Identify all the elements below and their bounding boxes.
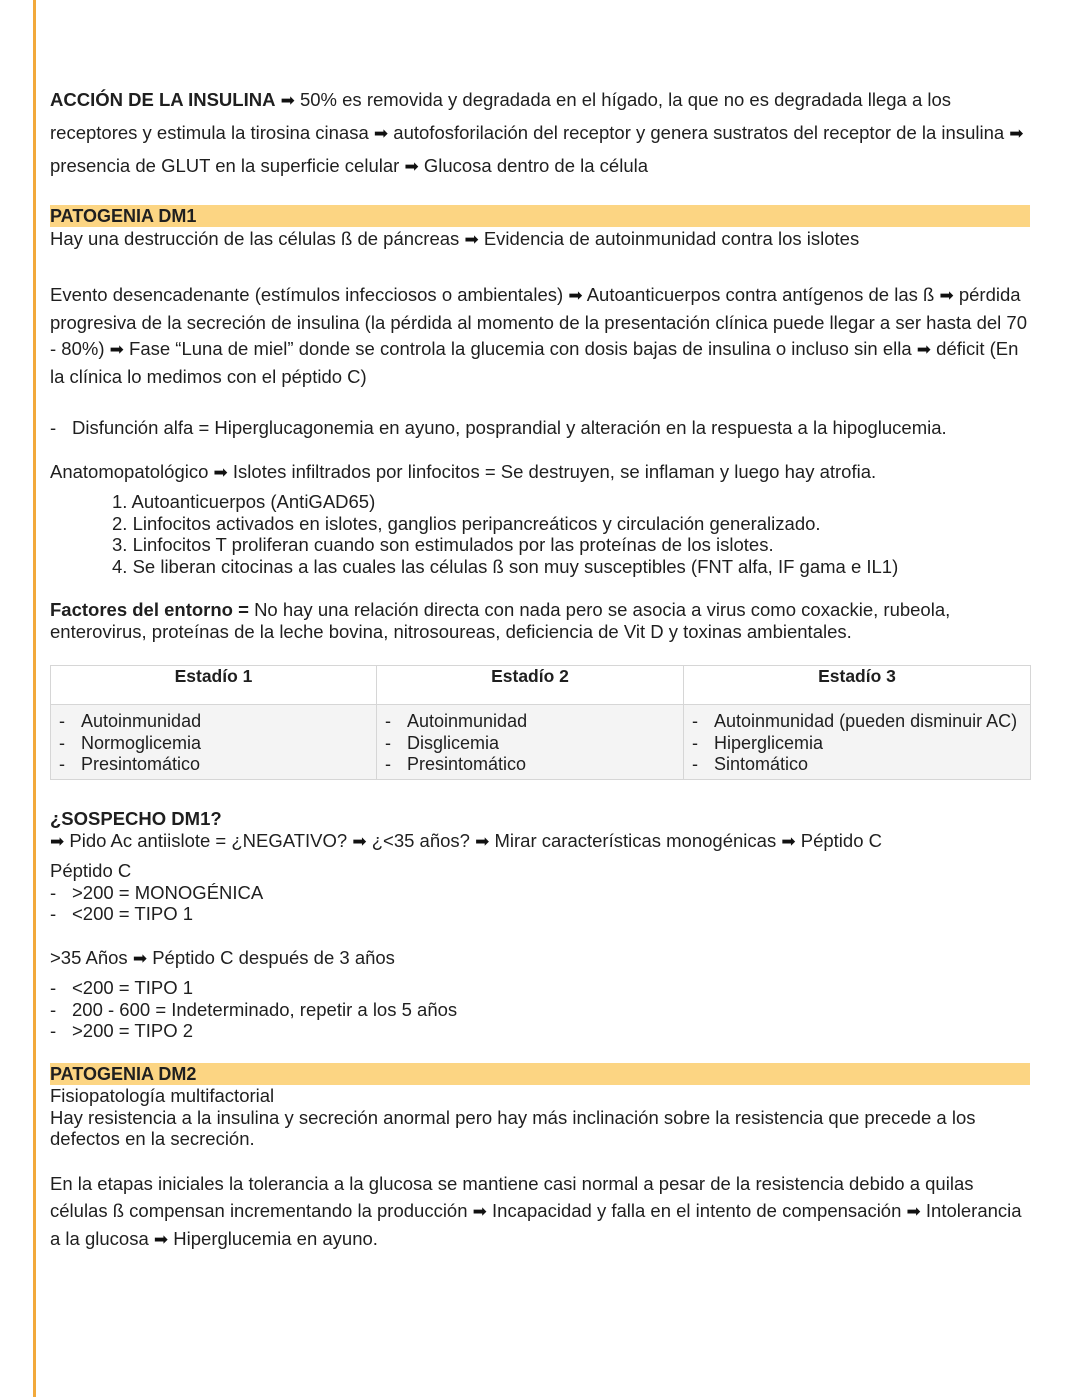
mayor35-line bbox=[50, 947, 1030, 970]
list-item: - Autoinmunidad (pueden disminuir AC) bbox=[692, 711, 1030, 733]
list-item: - <200 = TIPO 1 bbox=[50, 903, 1030, 925]
sospecho-step-4: Péptido C bbox=[800, 829, 882, 851]
dm1-evento-paragraph bbox=[50, 282, 1030, 390]
list-item: - Disfunción alfa = Hiperglucagonemia en ayuno, posprandial y alteración en la respuesta a la hipoglucemia. bbox=[50, 417, 1030, 439]
arrow-icon: ➡ bbox=[475, 831, 490, 851]
sospecho-block bbox=[50, 808, 1030, 852]
table-cell bbox=[51, 705, 377, 780]
arrow-icon: ➡ bbox=[916, 340, 932, 359]
list-item: - Autoinmunidad bbox=[385, 711, 683, 733]
list-item: - 200 - 600 = Indeterminado, repetir a los 5 años bbox=[50, 999, 1030, 1021]
dm1-intro-b: Evidencia de autoinmunidad contra los islotes bbox=[483, 228, 860, 249]
factores-title: Factores del entorno = bbox=[50, 599, 249, 620]
sospecho-flow bbox=[50, 830, 1030, 853]
list-item: 3. Linfocitos T proliferan cuando son estimulados por las proteínas de los islotes. bbox=[112, 534, 774, 555]
arrow-icon: ➡ bbox=[781, 831, 796, 851]
dm2-etapas-c: Intolerancia a la glucosa bbox=[50, 1200, 1022, 1249]
insulina-text-2: autofosforilación del receptor y genera sustratos del receptor de la insulina bbox=[393, 122, 1005, 143]
list-item: - Normoglicemia bbox=[59, 733, 376, 755]
insulina-text-1: 50% es removida y degradada en el hígado, la que no es degradada llega a los receptores y estimula la tirosina cinasa bbox=[50, 89, 952, 143]
stages-table-wrapper bbox=[50, 665, 1030, 780]
arrow-icon: ➡ bbox=[280, 91, 295, 110]
arrow-icon: ➡ bbox=[352, 831, 367, 851]
evento-text-e: déficit (En la clínica lo medimos con el péptido C) bbox=[50, 338, 1019, 387]
arrow-icon: ➡ bbox=[153, 1230, 169, 1249]
anatomo-list bbox=[50, 491, 1080, 577]
sospecho-step-2: ¿<35 años? bbox=[371, 829, 470, 851]
table-cell bbox=[377, 705, 684, 780]
arrow-icon: ➡ bbox=[109, 340, 124, 359]
arrow-icon: ➡ bbox=[404, 157, 419, 176]
list-item: 2. Linfocitos activados en islotes, ganglios peripancreáticos y circulación generalizado. bbox=[112, 512, 821, 534]
dm2-line-2: Hay resistencia a la insulina y secreción anormal pero hay más inclinación sobre la resistencia que precede a los defectos en la secreción. bbox=[50, 1106, 976, 1149]
anatomo-text: Islotes infiltrados por linfocitos = Se destruyen, se inflaman y luego hay atrofia. bbox=[232, 461, 877, 482]
sospecho-step-3: Mirar características monogénicas bbox=[494, 829, 777, 851]
anatomo-line bbox=[50, 461, 1030, 484]
dm2-etapas-b: Incapacidad y falla en el intento de compensación bbox=[492, 1200, 902, 1221]
stages-table bbox=[50, 665, 1031, 780]
list-item: - >200 = MONOGÉNICA bbox=[50, 882, 1030, 904]
arrow-icon: ➡ bbox=[472, 1202, 487, 1221]
evento-text-b: Autoanticuerpos contra antígenos de las ß bbox=[586, 284, 935, 305]
insulina-title: ACCIÓN DE LA INSULINA bbox=[50, 89, 276, 110]
arrow-icon: ➡ bbox=[373, 124, 389, 143]
table-header-cell: Estadío 1 bbox=[51, 666, 377, 705]
sospecho-title: ¿SOSPECHO DM1? bbox=[50, 808, 222, 829]
dm1-intro-a: Hay una destrucción de las células ß de páncreas bbox=[50, 228, 460, 249]
evento-text-a: Evento desencadenante (estímulos infecciosos o ambientales) bbox=[50, 284, 564, 305]
dm1-intro bbox=[50, 228, 1030, 251]
list-item: 1. Autoanticuerpos (AntiGAD65) bbox=[112, 491, 376, 512]
insulina-paragraph bbox=[50, 84, 1030, 183]
list-item: - <200 = TIPO 1 bbox=[50, 977, 1030, 999]
page-margin-line bbox=[33, 0, 36, 1397]
mayor35-text: Péptido C después de 3 años bbox=[152, 947, 395, 968]
list-item: 4. Se liberan citocinas a las cuales las células ß son muy susceptibles (FNT alfa, IF gama e IL1) bbox=[112, 555, 899, 577]
dm2-etapas-a: En la etapas iniciales la tolerancia a la glucosa se mantiene casi normal a pesar de la resistencia debido a quilas células ß compensan incrementando la producción bbox=[50, 1173, 974, 1221]
evento-text-d: Fase “Luna de miel” donde se controla la glucemia con dosis bajas de insulina o incluso sin ella bbox=[129, 338, 912, 359]
insulina-text-3: presencia de GLUT en la superficie celular bbox=[50, 155, 400, 176]
peptido-block bbox=[50, 860, 1030, 925]
dm2-etapas-d: Hiperglucemia en ayuno. bbox=[173, 1228, 378, 1249]
dm2-line-1: Fisiopatología multifactorial bbox=[50, 1085, 275, 1106]
arrow-icon: ➡ bbox=[132, 949, 148, 968]
arrow-icon: ➡ bbox=[939, 286, 954, 305]
arrow-icon: ➡ bbox=[906, 1202, 921, 1221]
list-item: - Presintomático bbox=[59, 754, 376, 776]
factores-text: No hay una relación directa con nada pero se asocia a virus como coxackie, rubeola, enterovirus, proteínas de la leche bovina, nitrosoureas, deficiencia de Vit D y toxinas ambientales. bbox=[50, 599, 951, 642]
factores-paragraph bbox=[50, 599, 1030, 642]
table-row bbox=[51, 705, 1031, 780]
insulina-text-4: Glucosa dentro de la célula bbox=[423, 155, 649, 176]
evento-text-c: pérdida progresiva de la secreción de insulina (la pérdida al momento de la presentación clínica puede llegar a ser hasta del 70 - 80%) bbox=[50, 284, 1027, 359]
arrow-icon: ➡ bbox=[1009, 124, 1024, 143]
dm2-etapas-paragraph bbox=[50, 1170, 1030, 1253]
arrow-icon: ➡ bbox=[464, 230, 479, 249]
arrow-icon: ➡ bbox=[568, 286, 583, 305]
mayor35-label: >35 Años bbox=[50, 947, 128, 968]
list-item: - Autoinmunidad bbox=[59, 711, 376, 733]
list-item: - >200 = TIPO 2 bbox=[50, 1020, 1030, 1042]
disfuncion-list bbox=[50, 417, 1030, 439]
section-heading-dm1: PATOGENIA DM1 bbox=[50, 205, 1030, 227]
arrow-icon: ➡ bbox=[50, 831, 65, 851]
list-item: - Disglicemia bbox=[385, 733, 683, 755]
table-header-cell: Estadío 3 bbox=[684, 666, 1031, 705]
list-item: - Sintomático bbox=[692, 754, 1030, 776]
mayor35-list bbox=[50, 977, 1030, 1042]
table-header-cell: Estadío 2 bbox=[377, 666, 684, 705]
sospecho-step-1: Pido Ac antiislote = ¿NEGATIVO? bbox=[69, 829, 348, 851]
peptido-title: Péptido C bbox=[50, 860, 132, 881]
section-heading-dm2: PATOGENIA DM2 bbox=[50, 1063, 1030, 1085]
table-header-row bbox=[51, 666, 1031, 705]
anatomo-label: Anatomopatológico bbox=[50, 461, 209, 482]
list-item: - Hiperglicemia bbox=[692, 733, 1030, 755]
arrow-icon: ➡ bbox=[213, 463, 228, 482]
table-cell bbox=[684, 705, 1031, 780]
list-item: - Presintomático bbox=[385, 754, 683, 776]
dm2-intro bbox=[50, 1085, 1030, 1150]
